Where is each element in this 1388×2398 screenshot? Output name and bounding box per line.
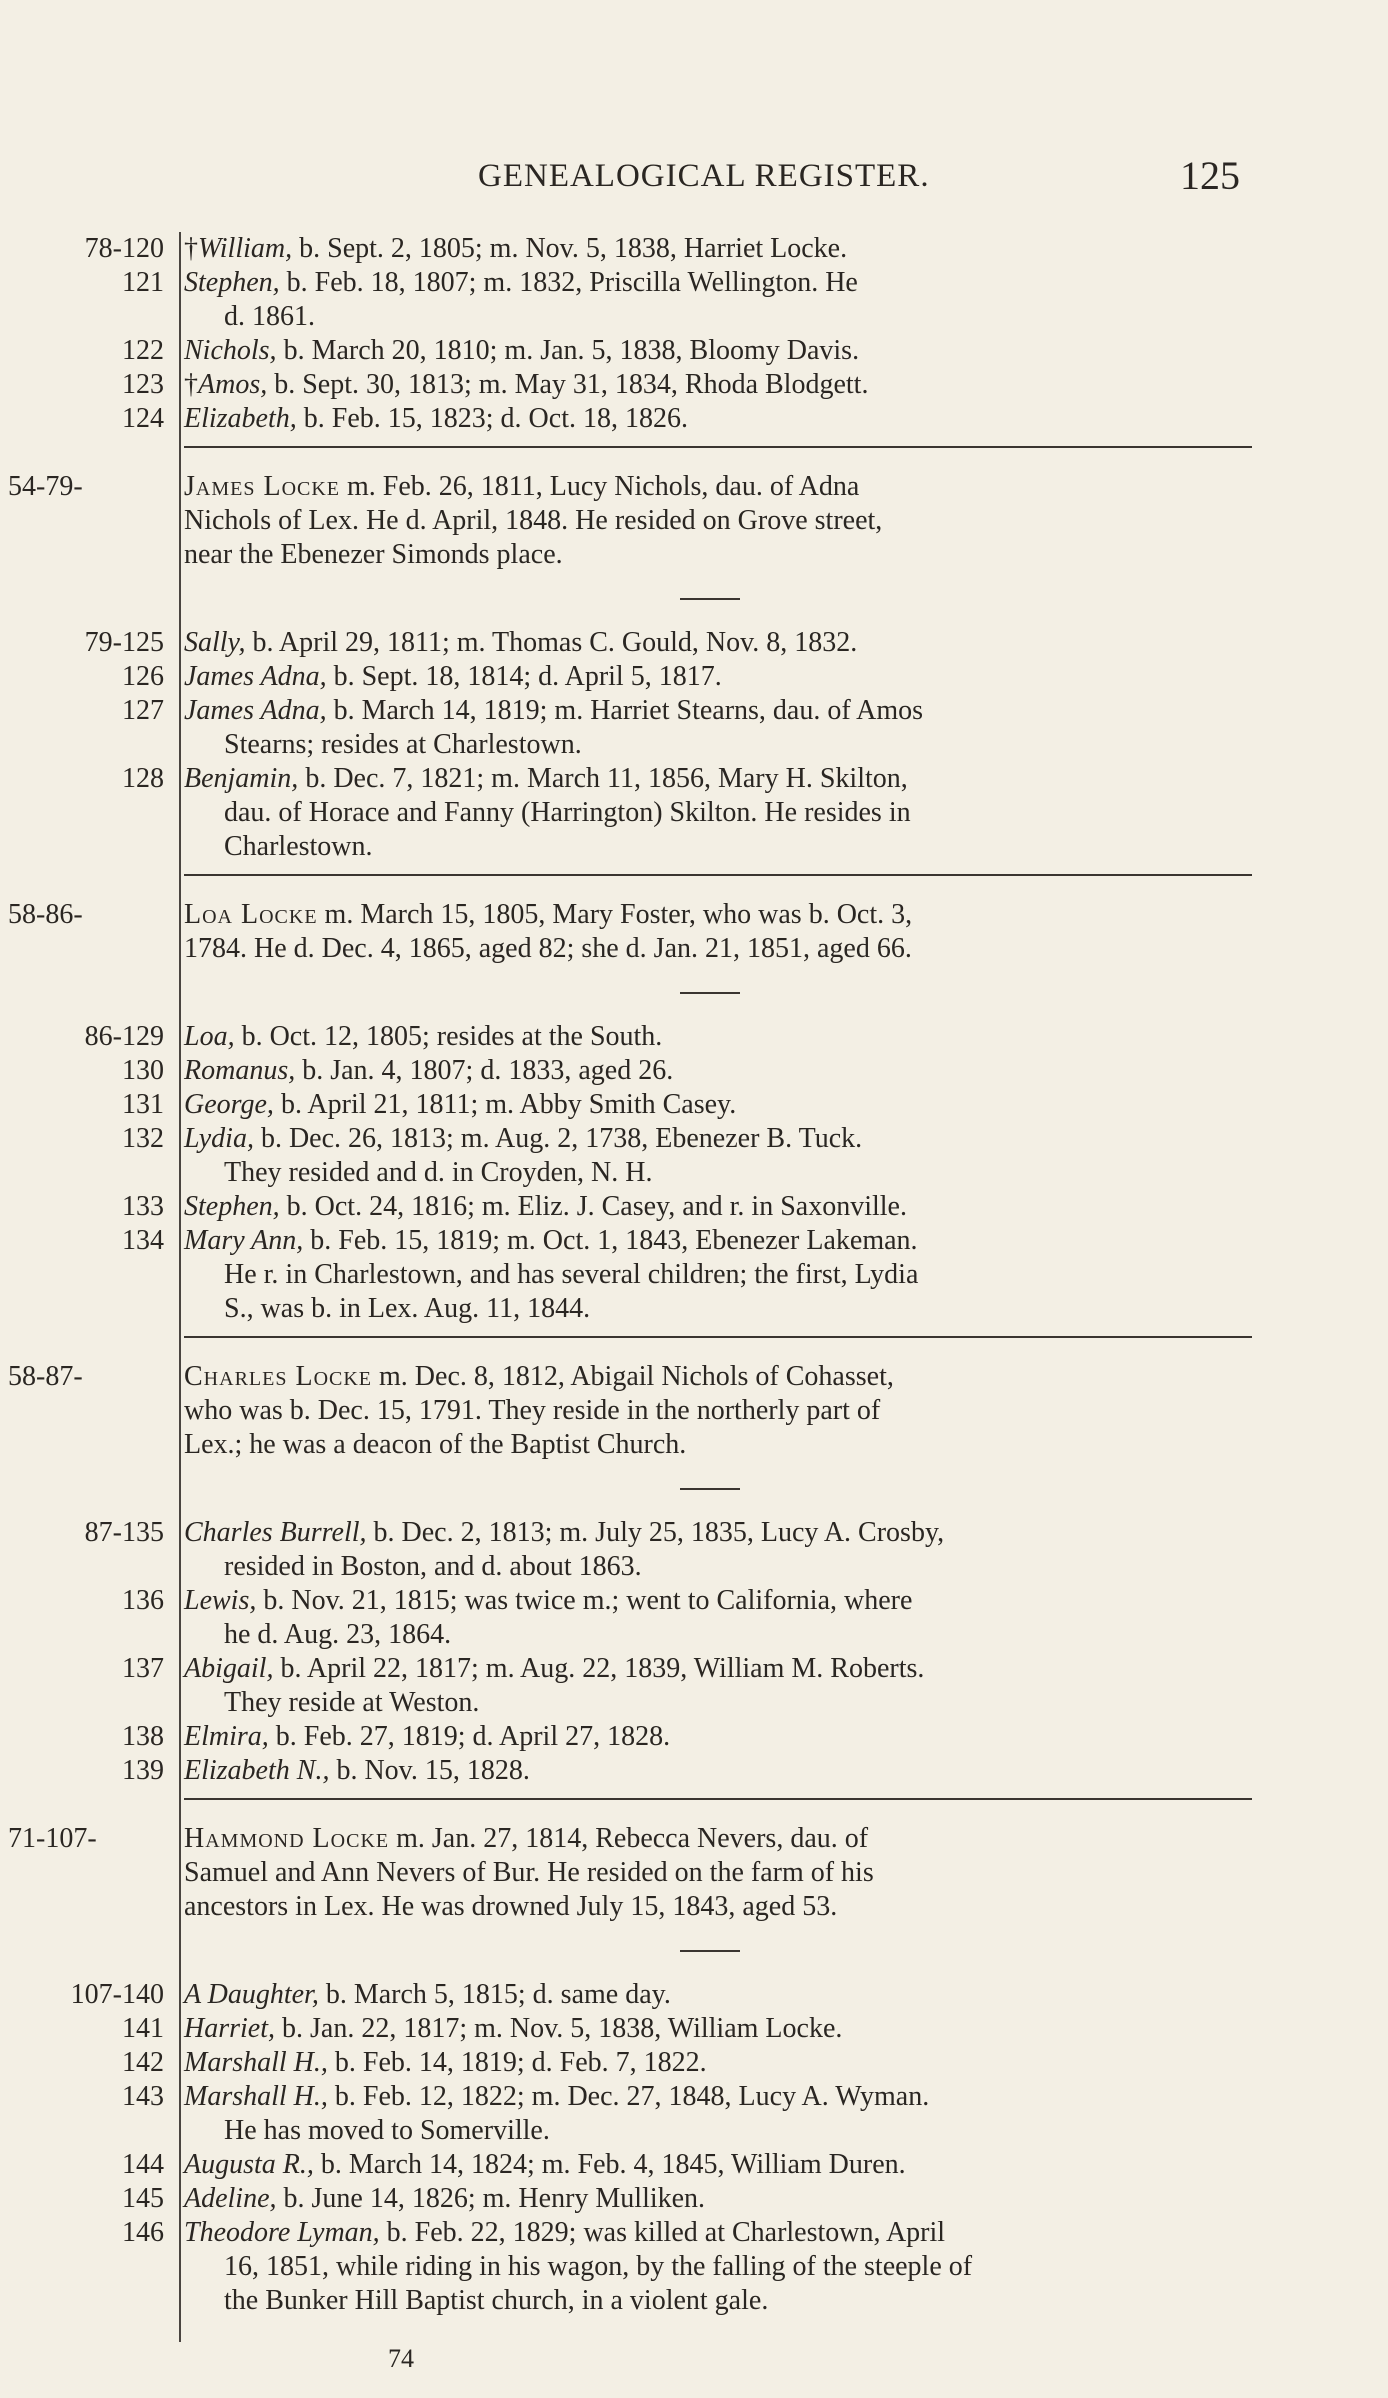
reference-number: 130 [122, 1055, 164, 1086]
person-name: Harriet, [184, 2013, 275, 2044]
spacer [0, 612, 1388, 626]
text-run: b. Nov. 15, 1828. [329, 1755, 530, 1786]
entry-text [184, 368, 1250, 402]
text-run: b. Sept. 18, 1814; d. April 5, 1817. [326, 661, 722, 692]
register-body [0, 232, 1388, 2318]
reference-number: 139 [122, 1755, 164, 1786]
person-name: Amos, [198, 369, 268, 400]
person-name: Charles Burrell, [184, 1517, 367, 1548]
person-name: Elizabeth, [184, 403, 297, 434]
person-name: Nichols, [184, 335, 277, 366]
head-name: James Locke [184, 471, 341, 502]
entry-text [224, 1292, 1250, 1326]
entry-line [0, 402, 1388, 436]
entry-text [184, 1190, 1250, 1224]
entry-line [0, 2046, 1388, 2080]
entry-line [0, 626, 1388, 660]
section-divider [0, 436, 1388, 456]
entry-text [184, 2080, 1250, 2114]
reference-number: 141 [122, 2013, 164, 2044]
entry-line [0, 1360, 1388, 1394]
spacer [0, 884, 1388, 898]
reference-number: 127 [122, 695, 164, 726]
entry-text [184, 626, 1250, 660]
entry-text [184, 1856, 1250, 1890]
reference-number: 137 [122, 1653, 164, 1684]
spacer [0, 966, 1388, 980]
entry-line [0, 470, 1388, 504]
text-run: Stearns; resides at Charlestown. [224, 729, 582, 760]
text-run: b. Feb. 15, 1823; d. Oct. 18, 1826. [296, 403, 688, 434]
person-name: George, [184, 1089, 274, 1120]
entry-text [184, 1054, 1250, 1088]
reference-number: 78-120 [84, 233, 164, 264]
text-run: Charlestown. [224, 831, 373, 862]
entry-line [0, 2080, 1388, 2114]
text-run: b. Dec. 2, 1813; m. July 25, 1835, Lucy A. Crosby, [366, 1517, 945, 1548]
entry-text [184, 334, 1250, 368]
entry-line [0, 1394, 1388, 1428]
text-run: d. 1861. [224, 301, 315, 332]
spacer [0, 1808, 1388, 1822]
text-run: b. March 20, 1810; m. Jan. 5, 1838, Bloomy Davis. [276, 335, 860, 366]
entry-text [184, 1088, 1250, 1122]
person-name: Elmira, [184, 1721, 269, 1752]
entry-text [224, 1156, 1250, 1190]
reference-number: 143 [122, 2081, 164, 2112]
text-run: b. Jan. 22, 1817; m. Nov. 5, 1838, William Locke. [275, 2013, 843, 2044]
reference-number: 107-140 [70, 1979, 164, 2010]
text-run: b. March 14, 1819; m. Harriet Stearns, dau. of Amos [326, 695, 924, 726]
entry-text [184, 1122, 1250, 1156]
reference-number: 132 [122, 1123, 164, 1154]
text-run: Samuel and Ann Nevers of Bur. He resided on the farm of his [184, 1857, 874, 1888]
entry-line [0, 1122, 1388, 1156]
entry-line [0, 830, 1388, 864]
entry-line [0, 1890, 1388, 1924]
page-header [0, 150, 1388, 200]
entry-text [184, 660, 1250, 694]
entry-text [184, 932, 1250, 966]
person-name: Sally, [184, 627, 246, 658]
text-run: b. Feb. 15, 1819; m. Oct. 1, 1843, Ebenezer Lakeman. [303, 1225, 918, 1256]
person-name: Elizabeth N., [184, 1755, 330, 1786]
entry-line [0, 2182, 1388, 2216]
entry-william-children-cont [0, 232, 1388, 436]
text-run: He r. in Charlestown, and has several children; the first, Lydia [224, 1259, 919, 1290]
entry-text [184, 1720, 1250, 1754]
entry-line [0, 2284, 1388, 2318]
text-run: b. Feb. 18, 1807; m. 1832, Priscilla Wellington. He [279, 267, 858, 298]
head-name: Loa Locke [184, 899, 318, 930]
entry-line [0, 504, 1388, 538]
person-name: Abigail, [184, 1653, 274, 1684]
spacer [0, 1502, 1388, 1516]
reference-number: 138 [122, 1721, 164, 1752]
head-name: Hammond Locke [184, 1823, 390, 1854]
text-run: b. April 22, 1817; m. Aug. 22, 1839, William M. Roberts. [273, 1653, 925, 1684]
spacer [0, 1006, 1388, 1020]
entry-text [224, 1618, 1250, 1652]
entry-text [224, 796, 1250, 830]
entry-text [184, 232, 1250, 266]
entry-text [184, 402, 1250, 436]
text-run: b. Oct. 12, 1805; resides at the South. [234, 1021, 663, 1052]
spacer [0, 1964, 1388, 1978]
entry-line [0, 1190, 1388, 1224]
text-run: m. Dec. 8, 1812, Abigail Nichols of Cohasset, [372, 1361, 894, 1392]
text-run: 1784. He d. Dec. 4, 1865, aged 82; she d. Jan. 21, 1851, aged 66. [184, 933, 912, 964]
reference-number: 142 [122, 2047, 164, 2078]
text-run: who was b. Dec. 15, 1791. They reside in the northerly part of [184, 1395, 881, 1426]
entry-text [224, 2250, 1250, 2284]
entry-text [184, 694, 1250, 728]
entry-text [184, 538, 1250, 572]
entry-text [184, 1584, 1250, 1618]
text-run: b. April 29, 1811; m. Thomas C. Gould, Nov. 8, 1832. [245, 627, 858, 658]
person-name: A Daughter, [184, 1979, 319, 2010]
spacer [0, 1346, 1388, 1360]
entry-line [0, 368, 1388, 402]
text-run: b. Sept. 30, 1813; m. May 31, 1834, Rhoda Blodgett. [267, 369, 869, 400]
reference-number: 87-135 [84, 1517, 164, 1548]
entry-text [184, 2012, 1250, 2046]
reference-number: 136 [122, 1585, 164, 1616]
entry-text [224, 728, 1250, 762]
reference-number: 124 [122, 403, 164, 434]
entry-text [184, 470, 1250, 504]
entry-line [0, 1720, 1388, 1754]
entry-line [0, 334, 1388, 368]
reference-number: 128 [122, 763, 164, 794]
entry-line [0, 2114, 1388, 2148]
entry-line [0, 538, 1388, 572]
entry-text [224, 1550, 1250, 1584]
entry-text [184, 1652, 1250, 1686]
entry-line [0, 1020, 1388, 1054]
text-run: 16, 1851, while riding in his wagon, by the falling of the steeple of [224, 2251, 973, 2282]
entry-line [0, 1156, 1388, 1190]
spacer [0, 456, 1388, 470]
entry-line [0, 1856, 1388, 1890]
entry-line [0, 1652, 1388, 1686]
text-run: b. Feb. 27, 1819; d. April 27, 1828. [268, 1721, 671, 1752]
text-run: b. Oct. 24, 1816; m. Eliz. J. Casey, and r. in Saxonville. [279, 1191, 907, 1222]
text-run: Lex.; he was a deacon of the Baptist Church. [184, 1429, 687, 1460]
entry-line [0, 300, 1388, 334]
entry-line [0, 762, 1388, 796]
person-name: Adeline, [184, 2183, 277, 2214]
entry-line [0, 1258, 1388, 1292]
reference-number: 58-87- [8, 1361, 83, 1392]
text-run: m. Feb. 26, 1811, Lucy Nichols, dau. of Adna [340, 471, 860, 502]
entry-line [0, 1088, 1388, 1122]
text-run: They reside at Weston. [224, 1687, 480, 1718]
text-run: b. Nov. 21, 1815; was twice m.; went to California, where [256, 1585, 913, 1616]
reference-number: 145 [122, 2183, 164, 2214]
text-run: ancestors in Lex. He was drowned July 15, 1843, aged 53. [184, 1891, 838, 1922]
entry-text [184, 2182, 1250, 2216]
reference-number: 122 [122, 335, 164, 366]
spacer [0, 572, 1388, 586]
text-run: m. March 15, 1805, Mary Foster, who was b. Oct. 3, [317, 899, 913, 930]
text-run: † [184, 369, 198, 400]
text-run: he d. Aug. 23, 1864. [224, 1619, 452, 1650]
entry-text [184, 1428, 1250, 1462]
entry-line [0, 932, 1388, 966]
entry-line [0, 660, 1388, 694]
head-name: Charles Locke [184, 1361, 373, 1392]
reference-number: 134 [122, 1225, 164, 1256]
reference-number: 121 [122, 267, 164, 298]
entry-charles-locke [0, 1360, 1388, 1462]
text-run: resided in Boston, and d. about 1863. [224, 1551, 642, 1582]
person-name: Romanus, [184, 1055, 296, 1086]
entry-line [0, 1978, 1388, 2012]
short-divider [0, 980, 1388, 1006]
entry-line [0, 1292, 1388, 1326]
reference-number: 123 [122, 369, 164, 400]
entry-line [0, 2012, 1388, 2046]
text-run: near the Ebenezer Simonds place. [184, 539, 563, 570]
reference-number: 133 [122, 1191, 164, 1222]
entry-text [184, 1754, 1250, 1788]
entry-text [184, 1516, 1250, 1550]
entry-text [224, 300, 1250, 334]
short-divider [0, 586, 1388, 612]
entry-james-children [0, 626, 1388, 864]
person-name: Stephen, [184, 1191, 280, 1222]
entry-line [0, 2250, 1388, 2284]
entry-line [0, 1054, 1388, 1088]
entry-line [0, 728, 1388, 762]
short-divider [0, 1938, 1388, 1964]
spacer [0, 1924, 1388, 1938]
person-name: Lydia, [184, 1123, 254, 1154]
person-name: Mary Ann, [184, 1225, 304, 1256]
text-run: dau. of Horace and Fanny (Harrington) Skilton. He resides in [224, 797, 911, 828]
person-name: James Adna, [184, 661, 327, 692]
text-run: b. June 14, 1826; m. Henry Mulliken. [276, 2183, 706, 2214]
reference-number: 54-79- [8, 471, 83, 502]
entry-text [224, 830, 1250, 864]
text-run: Nichols of Lex. He d. April, 1848. He resided on Grove street, [184, 505, 883, 536]
text-run: b. Feb. 12, 1822; m. Dec. 27, 1848, Lucy A. Wyman. [327, 2081, 930, 2112]
reference-number: 146 [122, 2217, 164, 2248]
text-run: the Bunker Hill Baptist church, in a violent gale. [224, 2285, 769, 2316]
entry-line [0, 232, 1388, 266]
person-name: William, [198, 233, 293, 264]
entry-line [0, 1686, 1388, 1720]
entry-loa-children [0, 1020, 1388, 1326]
page-number: 125 [1180, 153, 1240, 198]
entry-text [224, 1686, 1250, 1720]
entry-text [184, 1360, 1250, 1394]
running-title: GENEALOGICAL REGISTER. [478, 158, 930, 194]
entry-text [184, 1020, 1250, 1054]
entry-text [224, 1258, 1250, 1292]
reference-number: 71-107- [8, 1823, 97, 1854]
text-run: He has moved to Somerville. [224, 2115, 550, 2146]
person-name: Loa, [184, 1021, 235, 1052]
section-divider [0, 1788, 1388, 1808]
entry-line [0, 1822, 1388, 1856]
text-run: b. April 21, 1811; m. Abby Smith Casey. [273, 1089, 737, 1120]
text-run: b. Jan. 4, 1807; d. 1833, aged 26. [295, 1055, 674, 1086]
entry-line [0, 1550, 1388, 1584]
entry-line [0, 1618, 1388, 1652]
person-name: Stephen, [184, 267, 280, 298]
entry-text [184, 1394, 1250, 1428]
text-run: b. Sept. 2, 1805; m. Nov. 5, 1838, Harriet Locke. [292, 233, 848, 264]
entry-text [184, 266, 1250, 300]
entry-line [0, 2148, 1388, 2182]
text-run: † [184, 233, 198, 264]
entry-line [0, 1516, 1388, 1550]
entry-text [224, 2114, 1250, 2148]
entry-loa-locke [0, 898, 1388, 966]
entry-line [0, 1428, 1388, 1462]
entry-line [0, 1224, 1388, 1258]
person-name: Benjamin, [184, 763, 299, 794]
entry-line [0, 1584, 1388, 1618]
person-name: Augusta R., [184, 2149, 314, 2180]
section-divider [0, 864, 1388, 884]
entry-charles-children [0, 1516, 1388, 1788]
entry-text [184, 2216, 1250, 2250]
spacer [0, 1462, 1388, 1476]
entry-text [184, 898, 1250, 932]
person-name: Theodore Lyman, [184, 2217, 380, 2248]
text-run: b. March 5, 1815; d. same day. [318, 1979, 671, 2010]
entry-text [184, 1978, 1250, 2012]
reference-number: 86-129 [84, 1021, 164, 1052]
section-divider [0, 1326, 1388, 1346]
person-name: Lewis, [184, 1585, 257, 1616]
entry-line [0, 266, 1388, 300]
entry-text [184, 1224, 1250, 1258]
text-run: They resided and d. in Croyden, N. H. [224, 1157, 653, 1188]
entry-line [0, 1754, 1388, 1788]
reference-number: 79-125 [84, 627, 164, 658]
entry-hammond-locke [0, 1822, 1388, 1924]
entry-hammond-children [0, 1978, 1388, 2318]
text-run: b. Feb. 14, 1819; d. Feb. 7, 1822. [327, 2047, 707, 2078]
text-run: b. Dec. 7, 1821; m. March 11, 1856, Mary H. Skilton, [298, 763, 908, 794]
entry-line [0, 898, 1388, 932]
entry-text [224, 2284, 1250, 2318]
entry-text [184, 1890, 1250, 1924]
text-run: b. Feb. 22, 1829; was killed at Charlestown, April [379, 2217, 946, 2248]
signature-mark: 74 [388, 2344, 414, 2373]
entry-text [184, 2046, 1250, 2080]
entry-line [0, 694, 1388, 728]
short-divider [0, 1476, 1388, 1502]
reference-number: 58-86- [8, 899, 83, 930]
person-name: Marshall H., [184, 2081, 328, 2112]
person-name: Marshall H., [184, 2047, 328, 2078]
entry-james-locke [0, 470, 1388, 572]
text-run: S., was b. in Lex. Aug. 11, 1844. [224, 1293, 591, 1324]
entry-text [184, 1822, 1250, 1856]
text-run: m. Jan. 27, 1814, Rebecca Nevers, dau. of [389, 1823, 869, 1854]
entry-text [184, 762, 1250, 796]
reference-number: 131 [122, 1089, 164, 1120]
entry-line [0, 2216, 1388, 2250]
entry-text [184, 2148, 1250, 2182]
entry-line [0, 796, 1388, 830]
text-run: b. March 14, 1824; m. Feb. 4, 1845, William Duren. [313, 2149, 906, 2180]
person-name: James Adna, [184, 695, 327, 726]
reference-number: 144 [122, 2149, 164, 2180]
reference-number: 126 [122, 661, 164, 692]
text-run: b. Dec. 26, 1813; m. Aug. 2, 1738, Ebenezer B. Tuck. [253, 1123, 863, 1154]
entry-text [184, 504, 1250, 538]
